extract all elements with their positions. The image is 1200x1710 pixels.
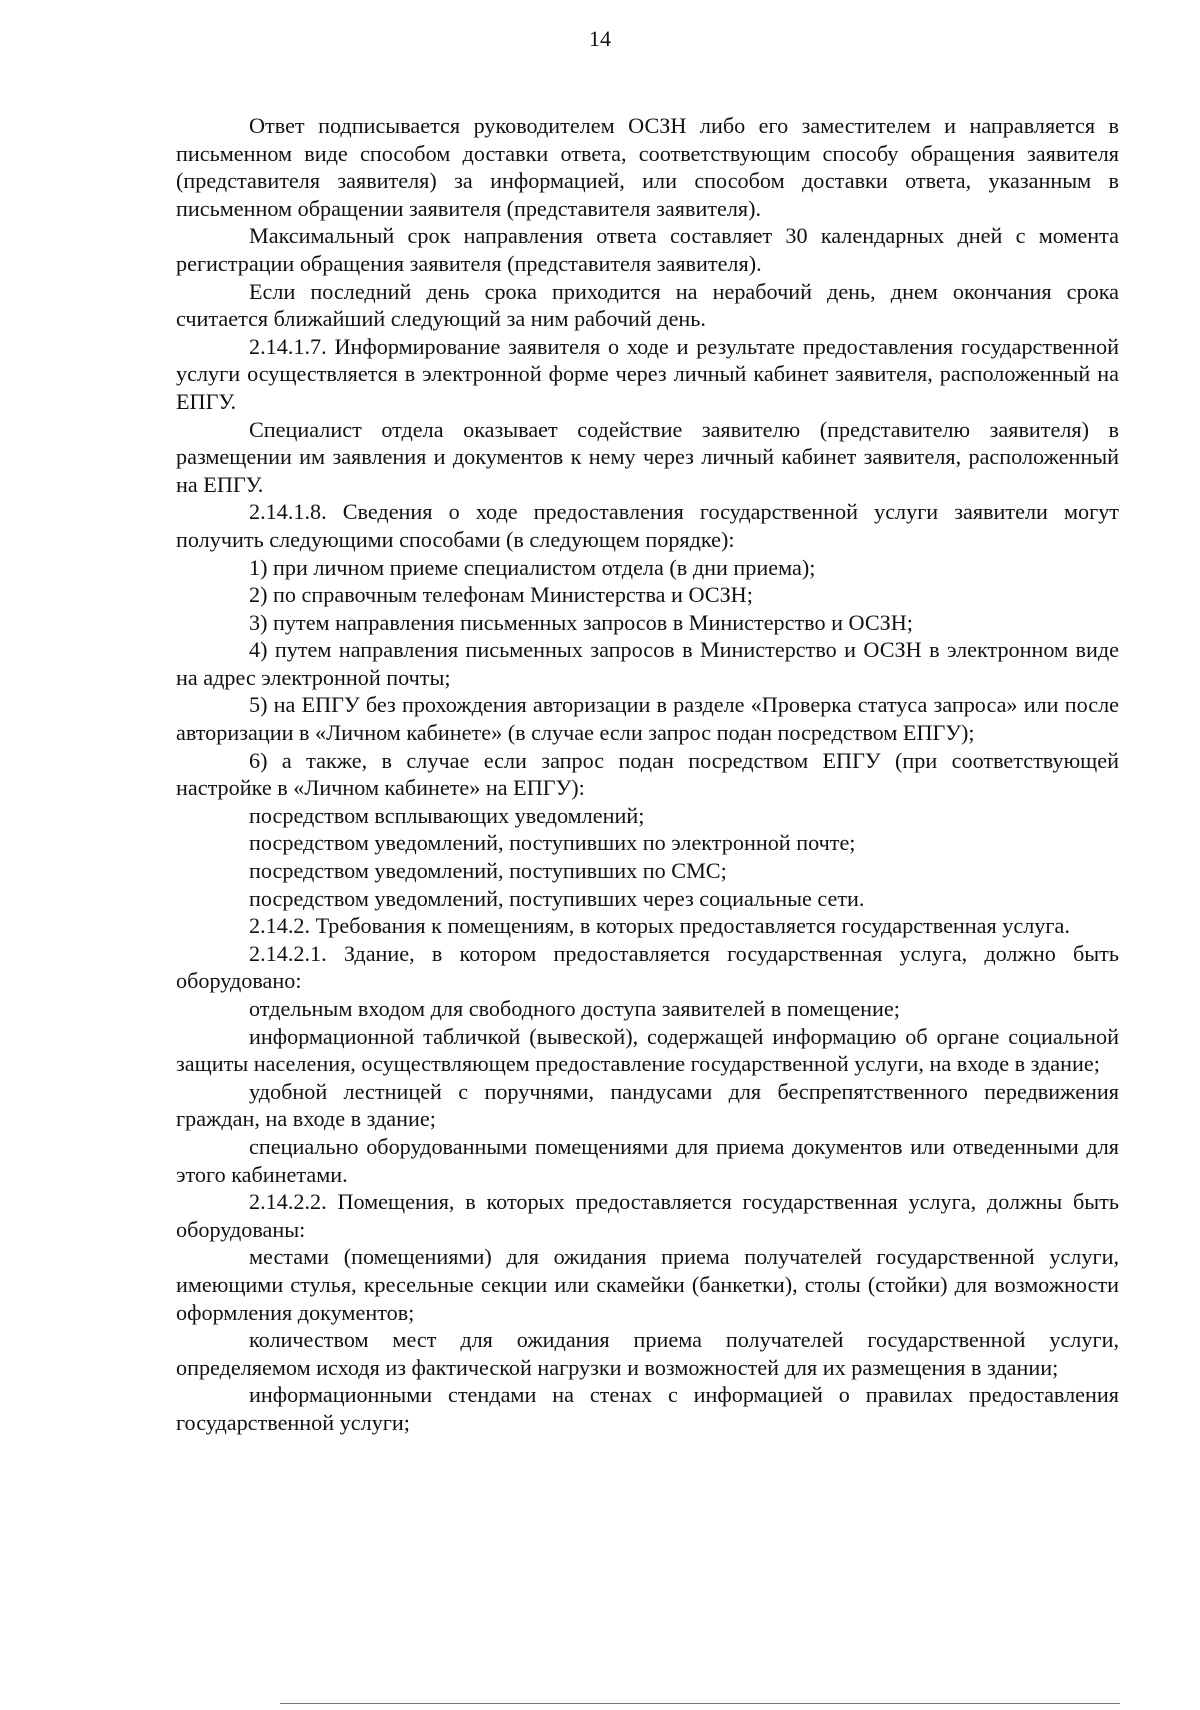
document-body	[176, 112, 1119, 1437]
paragraph: 2.14.1.8. Сведения о ходе предоставления государственной услуги заявители могут получить следующими способами (в следующем порядке):	[176, 499, 1119, 552]
list-item: 5) на ЕПГУ без прохождения авторизации в разделе «Проверка статуса запроса» или после авторизации в «Личном кабинете» (в случае если запрос подан посредством ЕПГУ);	[176, 692, 1119, 746]
paragraph: 2.14.1.7. Информирование заявителя о ходе и результате предоставления государственной услуги осуществляется в электронной форме через личный кабинет заявителя, расположенный на ЕПГУ.	[176, 333, 1119, 414]
list-item: информационной табличкой (вывеской), содержащей информацию об органе социальной защиты населения, осуществляющем предоставление государственной услуги, на входе в здание;	[176, 1023, 1119, 1077]
list-item: 3) путем направления письменных запросов в Министерство и ОСЗН;	[249, 609, 913, 635]
paragraph: 2.14.2. Требования к помещениям, в которых предоставляется государственная услуга.	[249, 913, 1070, 939]
paragraph: Максимальный срок направления ответа составляет 30 календарных дней с момента регистрации обращения заявителя (представителя заявителя).	[176, 223, 1119, 276]
paragraph: Если последний день срока приходится на нерабочий день, днем окончания срока считается ближайший следующий за ним рабочий день.	[176, 278, 1119, 332]
footer-rule	[280, 1703, 1120, 1704]
paragraph: 2.14.2.1. Здание, в котором предоставляется государственная услуга, должно быть оборудовано:	[176, 940, 1119, 994]
list-item: количеством мест для ожидания приема получателей государственной услуги, определяемом исходя из фактической нагрузки и возможностей для их размещения в здании;	[176, 1327, 1119, 1380]
list-item: информационными стендами на стенах с информацией о правилах предоставления государственной услуги;	[176, 1382, 1119, 1435]
list-item: 2) по справочным телефонам Министерства и ОСЗН;	[249, 582, 753, 608]
paragraph: Специалист отдела оказывает содействие заявителю (представителю заявителя) в размещении им заявления и документов к нему через личный кабинет заявителя, расположенный на ЕПГУ.	[176, 416, 1119, 497]
list-item: 6) а также, в случае если запрос подан посредством ЕПГУ (при соответствующей настройке в «Личном кабинете» на ЕПГУ):	[176, 747, 1119, 801]
list-item: посредством уведомлений, поступивших по электронной почте;	[249, 830, 856, 856]
list-item: посредством уведомлений, поступивших по СМС;	[249, 858, 727, 884]
list-item: 4) путем направления письменных запросов в Министерство и ОСЗН в электронном виде на адрес электронной почты;	[176, 637, 1119, 690]
list-item: 1) при личном приеме специалистом отдела (в дни приема);	[249, 554, 816, 580]
list-item: отдельным входом для свободного доступа заявителей в помещение;	[249, 996, 900, 1021]
list-item: посредством всплывающих уведомлений;	[249, 802, 645, 828]
page-number: 14	[589, 26, 611, 51]
list-item: местами (помещениями) для ожидания приема получателей государственной услуги, имеющими стулья, кресельные секции или скамейки (банкетки), столы (стойки) для возможности оформления документов;	[176, 1244, 1119, 1325]
paragraph: 2.14.2.2. Помещения, в которых предоставляется государственная услуга, должны быть оборудованы:	[176, 1189, 1119, 1242]
list-item: посредством уведомлений, поступивших через социальные сети.	[249, 885, 865, 911]
paragraph: Ответ подписывается руководителем ОСЗН либо его заместителем и направляется в письменном виде способом доставки ответа, соответствующим способу обращения заявителя (представителя заявителя) за информацией, или способом доставки ответа, указанным в письменном обращении заявителя (представителя заявителя).	[176, 113, 1119, 221]
list-item: специально оборудованными помещениями для приема документов или отведенными для этого кабинетами.	[176, 1133, 1119, 1187]
list-item: удобной лестницей с поручнями, пандусами для беспрепятственного передвижения граждан, на входе в здание;	[176, 1078, 1119, 1132]
